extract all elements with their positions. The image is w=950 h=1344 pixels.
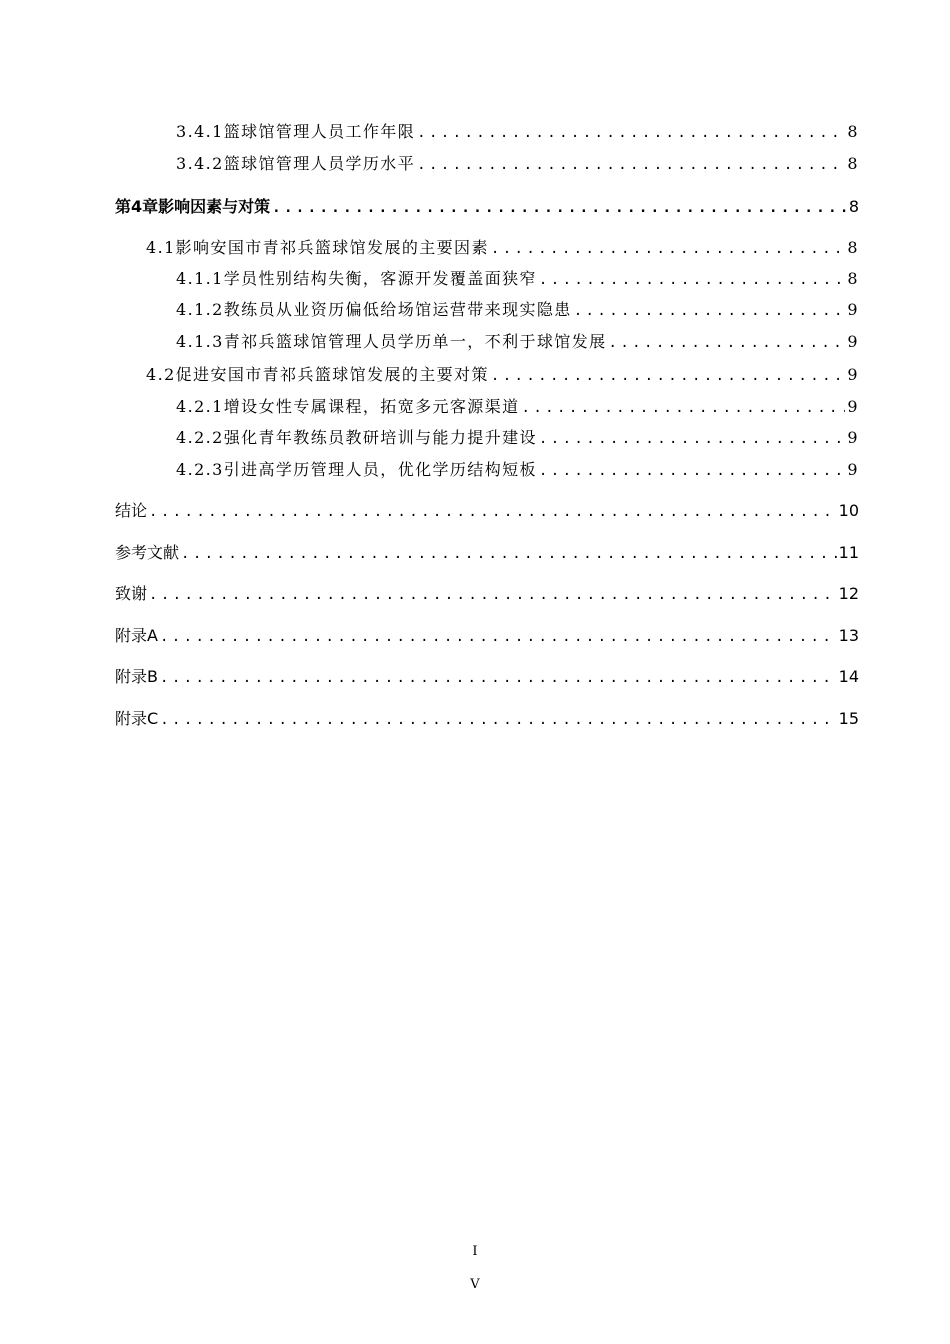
toc-entry-page: 8 (848, 197, 859, 216)
toc-entry-chapter[interactable] (115, 195, 859, 219)
toc-entry-page: 9 (847, 397, 859, 416)
toc-entry[interactable] (176, 330, 859, 354)
toc-entry[interactable] (176, 458, 859, 482)
toc-entry-title: 第4章影响因素与对策 (115, 197, 271, 216)
toc-entry-title: 4.1.3青祁兵篮球馆管理人员学历单一，不利于球馆发展 (176, 332, 607, 351)
toc-entry-top[interactable] (115, 707, 859, 731)
toc-entry[interactable] (176, 426, 859, 450)
page-number: I (472, 1244, 478, 1259)
toc-entry[interactable] (146, 236, 859, 260)
toc-entry-page: 8 (847, 269, 859, 288)
dot-leader (160, 666, 837, 690)
toc-entry-page: 11 (838, 543, 859, 562)
toc-entry[interactable] (176, 395, 859, 419)
toc-entry-top[interactable] (115, 541, 859, 565)
toc-entry-title: 4.2.2强化青年教练员教研培训与能力提升建设 (176, 428, 537, 447)
toc-entry-title: 4.2促进安国市青祁兵篮球馆发展的主要对策 (146, 365, 489, 384)
toc-entry-page: 9 (847, 428, 859, 447)
toc-entry[interactable] (176, 120, 859, 144)
toc-entry-page: 14 (838, 667, 859, 686)
dot-leader (609, 331, 846, 355)
toc-entry-page: 10 (838, 501, 859, 520)
dot-leader (272, 196, 847, 220)
toc-entry-top[interactable] (115, 624, 859, 648)
toc-entry-title: 附录C (115, 709, 159, 728)
toc-entry-page: 9 (847, 300, 859, 319)
toc-entry-page: 9 (847, 365, 859, 384)
toc-entry-title: 4.2.1增设女性专属课程，拓宽多元客源渠道 (176, 397, 520, 416)
toc-entry[interactable] (146, 363, 859, 387)
dot-leader (522, 396, 846, 420)
toc-entry-title: 4.1影响安国市青祁兵篮球馆发展的主要因素 (146, 238, 489, 257)
dot-leader (491, 237, 846, 261)
dot-leader (539, 427, 845, 451)
toc-entry-title: 4.1.1学员性别结构失衡，客源开发覆盖面狭窄 (176, 269, 537, 288)
toc-entry-title: 3.4.1篮球馆管理人员工作年限 (176, 122, 416, 141)
toc-entry[interactable] (176, 267, 859, 291)
toc-entry-page: 9 (847, 332, 859, 351)
toc-entry-title: 3.4.2篮球馆管理人员学历水平 (176, 154, 416, 173)
toc-entry-top[interactable] (115, 582, 859, 606)
toc-entry-title: 4.2.3引进高学历管理人员，优化学历结构短板 (176, 460, 537, 479)
toc-entry-title: 4.1.2教练员从业资历偏低给场馆运营带来现实隐患 (176, 300, 572, 319)
dot-leader (539, 459, 845, 483)
dot-leader (491, 364, 846, 388)
dot-leader (149, 500, 837, 524)
dot-leader (160, 625, 837, 649)
toc-entry-top[interactable] (115, 499, 859, 523)
toc-entry-title: 致谢 (115, 584, 148, 603)
toc-entry-page: 13 (838, 626, 859, 645)
dot-leader (149, 583, 837, 607)
toc-entry-title: 附录A (115, 626, 158, 645)
toc-entry[interactable] (176, 298, 859, 322)
toc-entry-page: 8 (847, 238, 859, 257)
toc-entry-page: 12 (838, 584, 859, 603)
toc-entry-page: 15 (838, 709, 859, 728)
dot-leader (417, 121, 845, 145)
toc-entry[interactable] (176, 152, 859, 176)
toc-entry-title: 结论 (115, 501, 148, 520)
dot-leader (181, 542, 837, 566)
toc-entry-page: 8 (847, 154, 859, 173)
toc-entry-page: 9 (847, 460, 859, 479)
toc-entry-title: 附录B (115, 667, 158, 686)
dot-leader (574, 299, 846, 323)
toc-entry-top[interactable] (115, 665, 859, 689)
dot-leader (539, 268, 845, 292)
dot-leader (417, 153, 845, 177)
dot-leader (160, 708, 836, 732)
page-number-secondary: V (470, 1277, 480, 1292)
toc-entry-page: 8 (847, 122, 859, 141)
toc-entry-title: 参考文献 (115, 543, 180, 562)
